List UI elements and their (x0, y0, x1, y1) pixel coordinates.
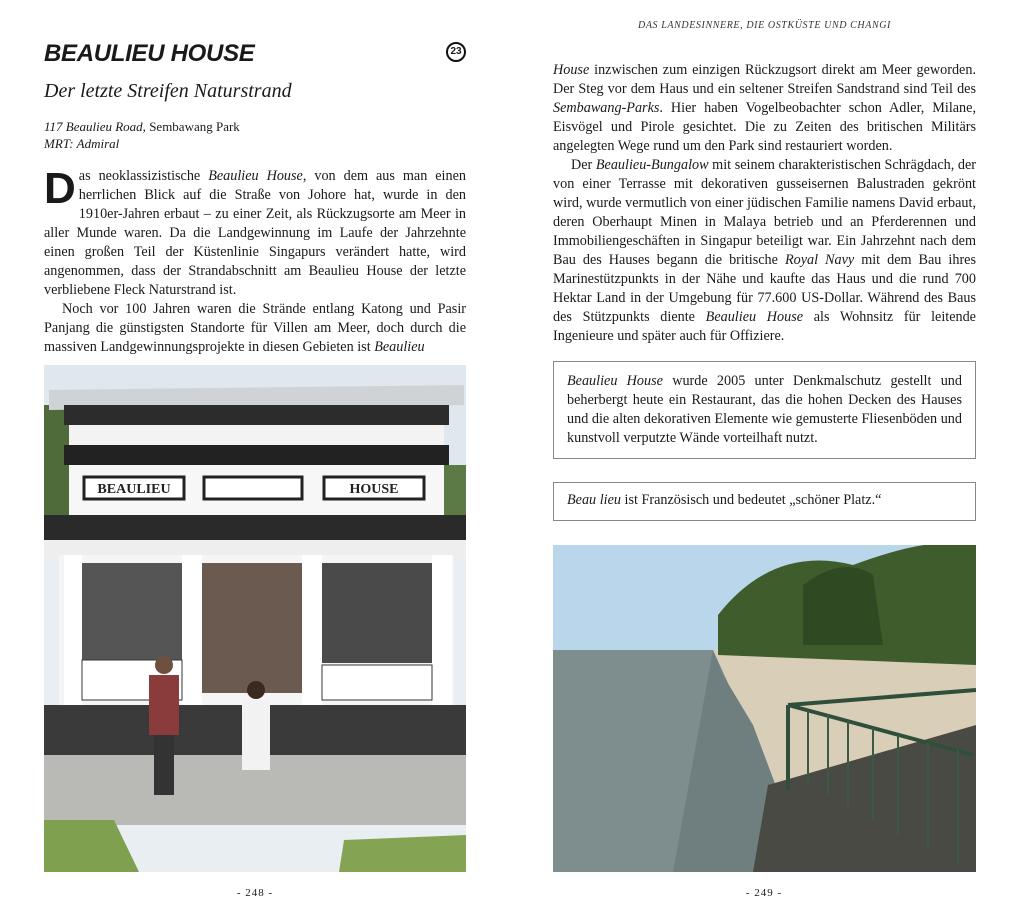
text-segment: inzwischen zum einzigen Rückzugsort direkt am Meer geworden. Der Steg vor dem Haus und ein seltener Streifen Sandstrand sind Teil des (553, 62, 976, 97)
emphasized-text: Beaulieu House (567, 373, 663, 389)
text-segment: mit seinem charakteristischen Schrägdach, der von einer Terrasse mit dekorativen gusseisernen Balustraden gekrönt wird, wurde vermutlich von einer jüdischen Familie namens David erbaut, deren Oberhaupt Minen in Malaya betrieb und an Pferderennen und Immobiliengeschäften in Singapur beteiligt war. Ein Jahrzehnt nach dem Bau des Hauses begann die britische (553, 157, 976, 268)
page-number-right: - 249 - (745, 887, 783, 899)
page-number-left: - 248 - (236, 887, 274, 899)
emphasized-text: Beaulieu-Bungalow (595, 157, 709, 173)
emphasized-text: Sembawang-Parks (553, 100, 660, 116)
right-column (553, 61, 976, 346)
emphasized-text: Beaulieu House (208, 168, 303, 184)
address-block (44, 118, 240, 152)
sign-beaulieu: BEAULIEU (97, 482, 171, 497)
left-column (44, 164, 466, 357)
page-title: BEAULIEU HOUSE (44, 40, 255, 67)
text-run (553, 62, 976, 154)
info-box-heritage (553, 361, 976, 459)
street: 117 Beaulieu Road, (44, 119, 146, 134)
text-segment: Noch vor 100 Jahren waren die Strände entlang Katong und Pasir Panjang die günstigsten Standorte für Villen am Meer, doch durch die massiven Landgewinnungsprojekte in diesen Gebieten ist (44, 301, 466, 355)
sign-house: HOUSE (349, 482, 399, 497)
paragraph (553, 156, 976, 346)
photo-beach (553, 545, 976, 872)
emphasized-text: Beau lieu (567, 492, 621, 508)
emphasized-text: House (553, 62, 590, 78)
emphasized-text: Royal Navy (784, 252, 855, 268)
info-box-name-meaning (553, 482, 976, 521)
text-segment: als Wohnsitz für leitende Ingenieure und später auch für Offiziere. (553, 309, 976, 344)
paragraph (44, 164, 466, 300)
text-run (44, 301, 466, 355)
text-run (567, 373, 962, 446)
text-segment: mit dem Bau ihres Marinestützpunkts in der Nähe und kaufte das Haus und die rund 700 Hektar Land in der Umgebung für 77.600 US-Dollar. Während des Baus des Stützpunkts diente (553, 252, 976, 325)
area: Sembawang Park (145, 119, 240, 134)
photo-beaulieu-house (44, 365, 466, 872)
subtitle: Der letzte Streifen Naturstrand (44, 80, 292, 102)
text-segment: , von dem aus man einen herrlichen Blick auf die Straße von Johore hat, wurde in den 1910er-Jahren erbaut – zu einer Zeit, als Rückzugsorte am Meer in aller Munde waren. Da die Landgewinnung im Laufe der Jahrzehnte einen großen Teil der Küstenlinie Singapurs verändert hatte, wird angenommen, dass der Strandabschnitt am Beaulieu House der letzte verbliebene Fleck Naturstrand ist. (44, 168, 466, 298)
text-segment: wurde 2005 unter Denkmalschutz gestellt und beherbergt heute ein Restaurant, das die hohen Decken des Hauses und die alten dekorativen Elemente wie gemusterte Fliesenböden und kunstvoll verputzte Wände vorteilhaft nutzt. (567, 373, 962, 446)
emphasized-text: Beaulieu (374, 339, 425, 355)
text-run (553, 157, 976, 344)
text-run (567, 492, 881, 508)
paragraph (44, 300, 466, 357)
text-segment: ist Französisch und bedeutet „schöner Platz.“ (620, 492, 882, 508)
text-segment: as neoklassizistische (78, 168, 209, 184)
text-segment: . Hier haben Vogelbeobachter schon Adler, Milane, Eisvögel und Pirole gesichtet. Die zu Zeiten des britischen Militärs angelegten Wege rund um den Park sind restauriert worden. (553, 100, 976, 154)
running-head: DAS LANDESINNERE, DIE OSTKÜSTE UND CHANGI (638, 20, 891, 31)
emphasized-text: Beaulieu House (705, 309, 804, 325)
entry-number-badge: 23 (446, 42, 466, 62)
paragraph (553, 61, 976, 156)
drop-cap: D (44, 164, 76, 213)
text-run (44, 164, 466, 298)
mrt-station: MRT: Admiral (44, 136, 120, 151)
text-segment: Der (571, 157, 596, 173)
